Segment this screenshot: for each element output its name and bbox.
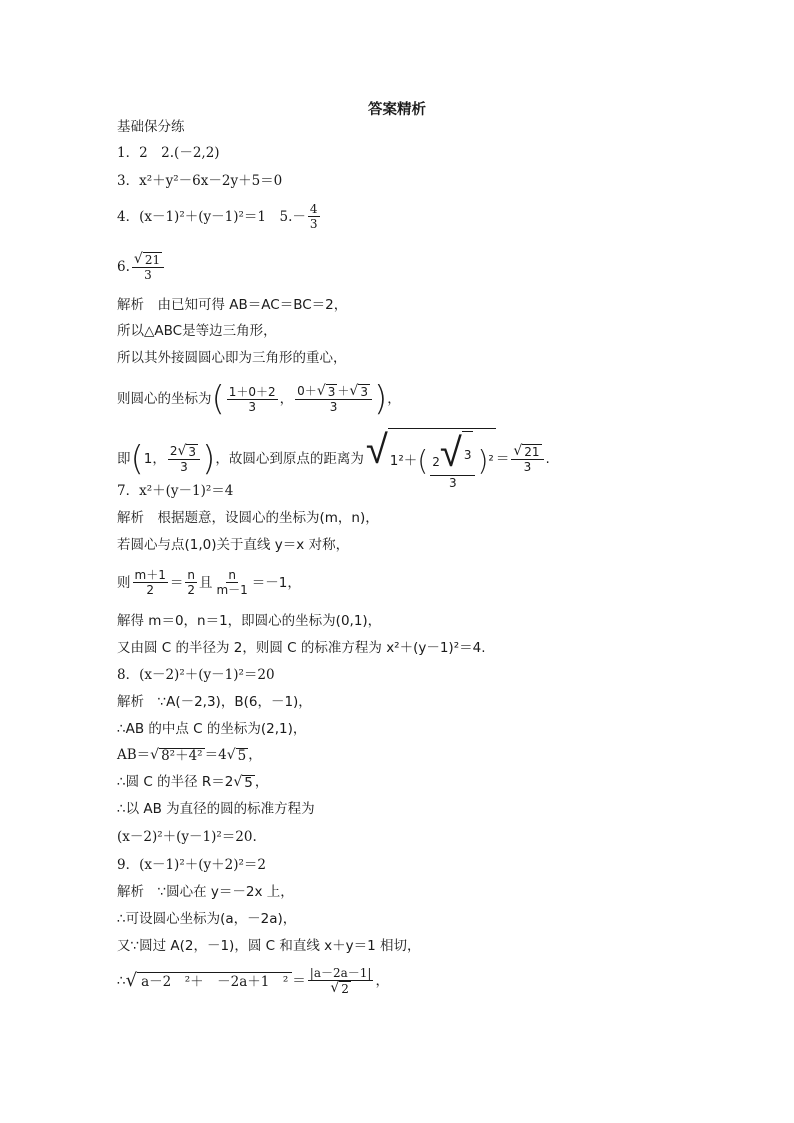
answer-line-8: 8．(x－2)²＋(y－1)²＝20 [117,667,275,683]
right-paren: ) [373,379,388,419]
sqrt-symbol: √ [133,251,143,267]
right-paren: ) [202,439,216,479]
answer-6-label: 6. [117,259,130,275]
equals: ＝ [495,451,510,467]
explanation-line: 解得 m＝0，n＝1，即圆心的坐标为(0,1)， [117,613,382,629]
explanation-line: 解析 ∵圆心在 y＝－2x 上， [117,884,294,900]
answer-4-5-text: 4．(x－1)²＋(y－1)²＝1 5.－ [117,208,306,225]
distance-prefix: 即 [117,451,131,467]
sqrt-symbol: √ [365,427,388,473]
section-heading: 基础保分练 [117,119,185,135]
fraction-denominator: 3 [523,460,532,474]
explanation-line: 又由圆 C 的半径为 2，则圆 C 的标准方程为 x²＋(y－1)²＝4. [117,640,486,656]
fraction-numerator: 1＋0＋2 [228,384,276,399]
fraction-4-3 [308,202,320,231]
fraction-denominator: 3 [248,399,257,414]
answer-line-7: 7．x²＋(y－1)²＝4 [117,483,234,499]
fraction-sqrt21-3: √ 21 3 [511,444,543,474]
ab-length-line: AB＝ √ 8²＋4² ＝4 √ 5 ， [117,746,262,764]
comma: ， [279,391,294,407]
distance-sqrt: √ 1²＋ ( 2 √ 3 3 ) ² [365,427,494,490]
page-title: 答案精析 [368,102,426,118]
explanation-line: ∴AB 的中点 C 的坐标为(2,1)， [117,721,307,737]
answer-line-3: 3．x²＋y²－6x－2y＋5＝0 [117,173,283,189]
explanation-line: ∴以 AB 为直径的圆的标准方程为 [117,801,315,817]
symmetry-condition-line: 则 $\frac{m+1}{2}$ ＝ $\frac{n}{2}$ 且 $\frac{n}{m-1}$ ＝－1， [117,568,301,597]
distance-text: ，故圆心到原点的距离为 [215,451,364,467]
explanation-line: 又∵圆过 A(2，－1)，圆 C 和直线 x＋y＝1 相切， [117,938,421,954]
explanation-line: 所以△ABC是等边三角形， [117,323,277,339]
fraction-x [227,385,278,414]
fraction-sqrt21-3 [132,252,164,282]
left-paren: ( [211,379,225,419]
explanation-line: 解析 由已知可得 AB＝AC＝BC＝2， [117,297,348,313]
answer-line-1-2: 1．2 2.(－2,2) [117,145,220,161]
left-paren: ( [130,439,144,479]
fraction-2sqrt3-3: 2 √ 3 3 [168,444,200,474]
answer-line-6 [117,252,166,282]
fraction-denominator: 3 [144,268,152,282]
radicand: 21 [144,253,161,267]
explanation-line: 所以其外接圆圆心即为三角形的重心， [117,350,347,366]
comma: ， [387,391,401,407]
explanation-line: 若圆心与点(1,0)关于直线 y＝x 对称， [117,537,350,553]
fraction-y: 0＋ √ 3 ＋ √ 3 3 [295,384,372,414]
fraction-numerator: 4 [309,202,318,216]
centroid-line [117,379,401,419]
radius-line: ∴圆 C 的半径 R＝2 √ 5 ， [117,773,269,791]
answer-line-4-5 [117,202,322,231]
explanation-line: 解析 ∵A(－2,3)，B(6，－1)， [117,694,312,710]
distance-line: 即 ( 1， 2 √ 3 3 ) ，故圆心到原点的距离为 √ 1²＋ ( 2 √ 3 3 ) ² ＝ √ 21 3 . [117,427,550,490]
fraction-denominator: 3 [309,217,318,231]
equation-line: (x－2)²＋(y－1)²＝20. [117,829,257,845]
tangent-condition-line: ∴ √ a－2 ²＋ －2a＋1 ² ＝ |a－2a－1| √ 2 ， [117,966,389,996]
explanation-line: ∴可设圆心坐标为(a，－2a)， [117,911,297,927]
explanation-line: 解析 根据题意，设圆心的坐标为(m，n)， [117,510,379,526]
coord-one: 1， [143,451,166,467]
fraction-denominator: 3 [329,400,338,414]
answer-line-9: 9．(x－1)²＋(y＋2)²＝2 [117,857,266,873]
centroid-text: 则圆心的坐标为 [117,391,212,407]
fraction-denominator: 3 [180,460,188,474]
